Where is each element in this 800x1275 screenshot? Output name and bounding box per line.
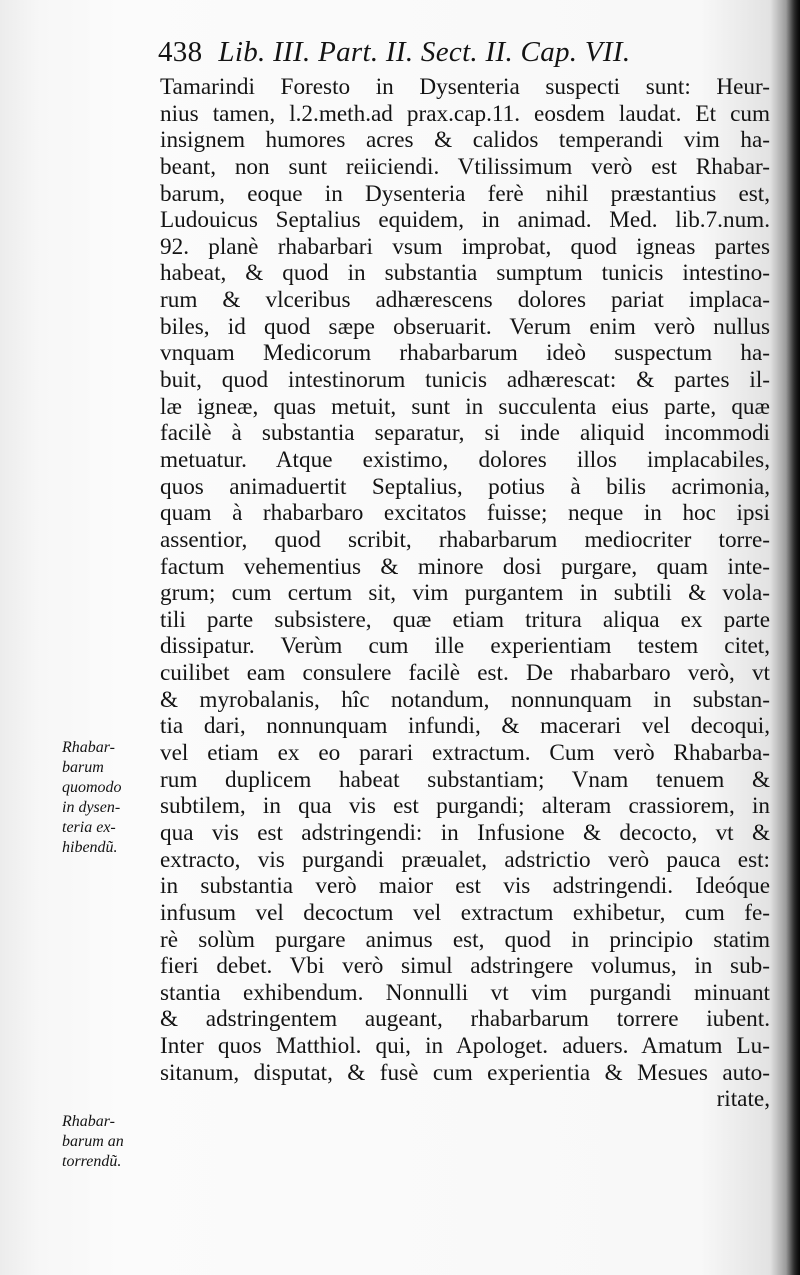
text-line: tili parte subsistere, quæ etiam tritura aliqua ex parte [160,606,770,633]
text-line: Ludouicus Septalius equidem, in animad. Med. lib.7.num. [160,207,770,234]
text-line: insignem humores acres & calidos temperandi vim ha- [160,127,770,154]
text-line: 92. planè rhabarbari vsum improbat, quod igneas partes [160,233,770,260]
body-text [160,74,770,1113]
text-line: metuatur. Atque existimo, dolores illos implacabiles, [160,446,770,473]
text-line: Tamarindi Foresto in Dysenteria suspecti sunt: Heur- [160,74,770,100]
text-line: beant, non sunt reiiciendi. Vtilissimum verò est Rhabar- [160,153,770,180]
text-line: infusum vel decoctum vel extractum exhibetur, cum fe- [160,899,770,926]
text-line: subtilem, in qua vis est purgandi; alteram crassiorem, in [160,793,770,820]
text-line: quos animaduertit Septalius, potius à bilis acrimonia, [160,473,770,500]
text-line: grum; cum certum sit, vim purgantem in subtili & vola- [160,580,770,607]
text-line: vel etiam ex eo parari extractum. Cum verò Rhabarba- [160,740,770,767]
text-line: fieri debet. Vbi verò simul adstringere volumus, in sub- [160,953,770,980]
text-line: vnquam Medicorum rhabarbarum ideò suspectum ha- [160,340,770,367]
margin-note-rhabarbarum-exhibendum [62,738,160,858]
text-line: quam à rhabarbaro excitatos fuisse; neque in hoc ipsi [160,500,770,527]
text-line: buit, quod intestinorum tunicis adhærescat: & partes il- [160,367,770,394]
margin-note-line: Rhabar- [62,739,116,756]
text-line: assentior, quod scribit, rhabarbarum mediocriter torre- [160,526,770,553]
text-line: rum & vlceribus adhærescens dolores pariat implaca- [160,287,770,314]
text-line: extracto, vis purgandi præualet, adstrictio verò pauca est: [160,846,770,873]
margin-note-line: hibendũ. [62,839,118,856]
margin-note-line: torrendũ. [62,1153,122,1170]
text-line: dissipatur. Verùm cum ille experientiam testem citet, [160,633,770,660]
running-head [158,36,778,69]
catchword: ritate, [716,1086,770,1113]
margin-note-line: Rhabar- [62,1113,116,1130]
margin-note-line: in dysen- [62,799,121,816]
text-line: tia dari, nonnunquam infundi, & macerari vel decoqui, [160,713,770,740]
text-line: stantia exhibendum. Nonnulli vt vim purgandi minuant [160,979,770,1006]
page-edge-shadow [786,0,800,1275]
text-line: facilè à substantia separatur, si inde aliquid incommodi [160,420,770,447]
text-line: qua vis est adstringendi: in Infusione & decocto, vt & [160,819,770,846]
text-line: factum vehementius & minore dosi purgare, quam inte- [160,553,770,580]
text-line: rè solùm purgare animus est, quod in principio statim [160,926,770,953]
margin-note-line: barum [62,759,104,776]
text-line: nius tamen, l.2.meth.ad prax.cap.11. eosdem laudat. Et cum [160,100,770,127]
text-line: in substantia verò maior est vis adstringendi. Ideóque [160,873,770,900]
text-line: biles, id quod sæpe obseruarit. Verum enim verò nullus [160,313,770,340]
text-line: Inter quos Matthiol. qui, in Apologet. aduers. Amatum Lu- [160,1033,770,1060]
margin-note-line: quomodo [62,779,122,796]
margin-note-line: barum an [62,1133,124,1150]
text-line: rum duplicem habeat substantiam; Vnam tenuem & [160,766,770,793]
text-line: sitanum, disputat, & fusè cum experientia & Mesues auto- [160,1059,770,1086]
text-line: cuilibet eam consulere facilè est. De rhabarbaro verò, vt [160,660,770,687]
margin-note-rhabarbarum-torrendum [62,1112,160,1172]
text-line: habeat, & quod in substantia sumptum tunicis intestino- [160,260,770,287]
margin-note-line: teria ex- [62,819,116,836]
page-number: 438 [158,36,203,68]
text-line: læ igneæ, quas metuit, sunt in succulenta eius parte, quæ [160,393,770,420]
text-line: & myrobalanis, hîc notandum, nonnunquam in substan- [160,686,770,713]
running-title: Lib. III. Part. II. Sect. II. Cap. VII. [218,36,631,68]
text-line: & adstringentem augeant, rhabarbarum torrere iubent. [160,1006,770,1033]
text-line: barum, eoque in Dysenteria ferè nihil præstantius est, [160,180,770,207]
